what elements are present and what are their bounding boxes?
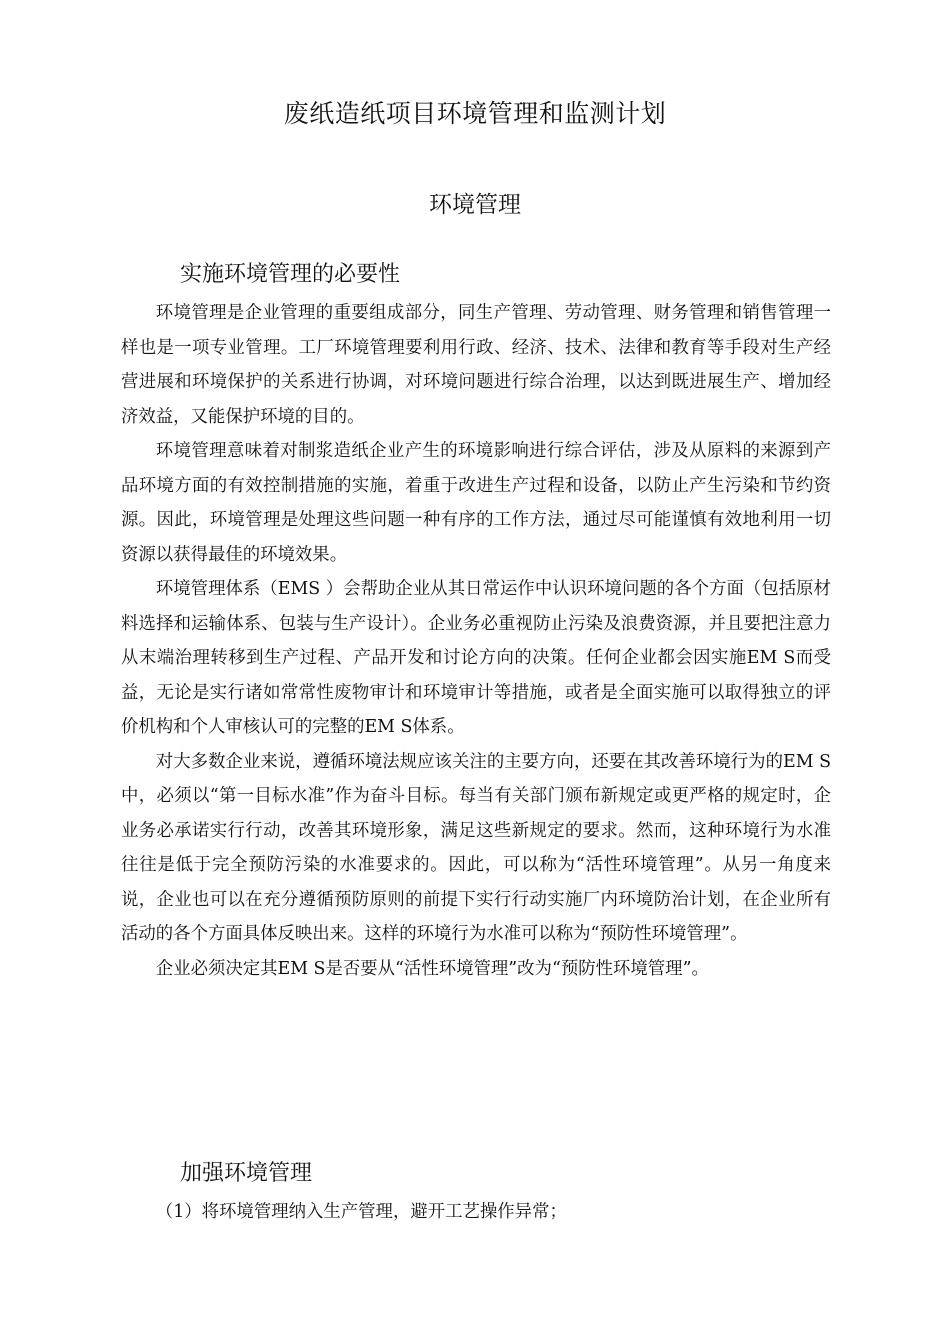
paragraph: 环境管理体系（EMS ）会帮助企业从其日常运作中认识环境问题的各个方面（包括原材料选择和运输体系、包装与生产设计）。企业务必重视防止污染及浪费资源，并且要把注意力从末端治理转移到生产过程、产品开发和讨论方向的决策。任何企业都会因实施EM S而受益，无论是实行诸如常常性废物审计和环境审计等措施，或者是全面实施可以取得独立的评价机构和个人审核认可的完整的EM S体系。 [121,579,831,737]
document-title: 废纸造纸项目环境管理和监测计划 [283,99,667,128]
chapter-title: 环境管理 [429,192,521,218]
paragraph: （1）将环境管理纳入生产管理，避开工艺操作异常； [155,1202,567,1222]
paragraph: 企业必须决定其EM S是否要从“活性环境管理”改为“预防性环境管理”。 [155,958,709,979]
section-body-necessity [121,296,831,986]
section-heading-strengthen: 加强环境管理 [180,1161,313,1186]
section-heading-necessity: 实施环境管理的必要性 [180,262,401,287]
paragraph: 环境管理意味着对制浆造纸企业产生的环境影响进行综合评估，涉及从原料的来源到产品环境方面的有效控制措施的实施，着重于改进生产过程和设备，以防止产生污染和节约资源。因此，环境管理是处理这些问题一种有序的工作方法，通过尽可能谨慎有效地利用一切资源以获得最佳的环境效果。 [121,441,831,565]
section-body-strengthen [121,1195,831,1230]
paragraph: 环境管理是企业管理的重要组成部分，同生产管理、劳动管理、财务管理和销售管理一样也是一项专业管理。工厂环境管理要利用行政、经济、技术、法律和教育等手段对生产经营进展和环境保护的关系进行协调，对环境问题进行综合治理，以达到既进展生产、增加经济效益，又能保护环境的目的。 [121,303,831,427]
paragraph: 对大多数企业来说，遵循环境法规应该关注的主要方向，还要在其改善环境行为的EM S中，必须以“第一目标水准”作为奋斗目标。每当有关部门颁布新规定或更严格的规定时，企业务必承诺实行行动，改善其环境形象，满足这些新规定的要求。然而，这种环境行为水准往往是低于完全预防污染的水准要求的。因此，可以称为“活性环境管理”。从另一角度来说，企业也可以在充分遵循预防原则的前提下实行行动实施厂内环境防治计划，在企业所有活动的各个方面具体反映出来。这样的环境行为水准可以称为“预防性环境管理”。 [121,751,831,944]
